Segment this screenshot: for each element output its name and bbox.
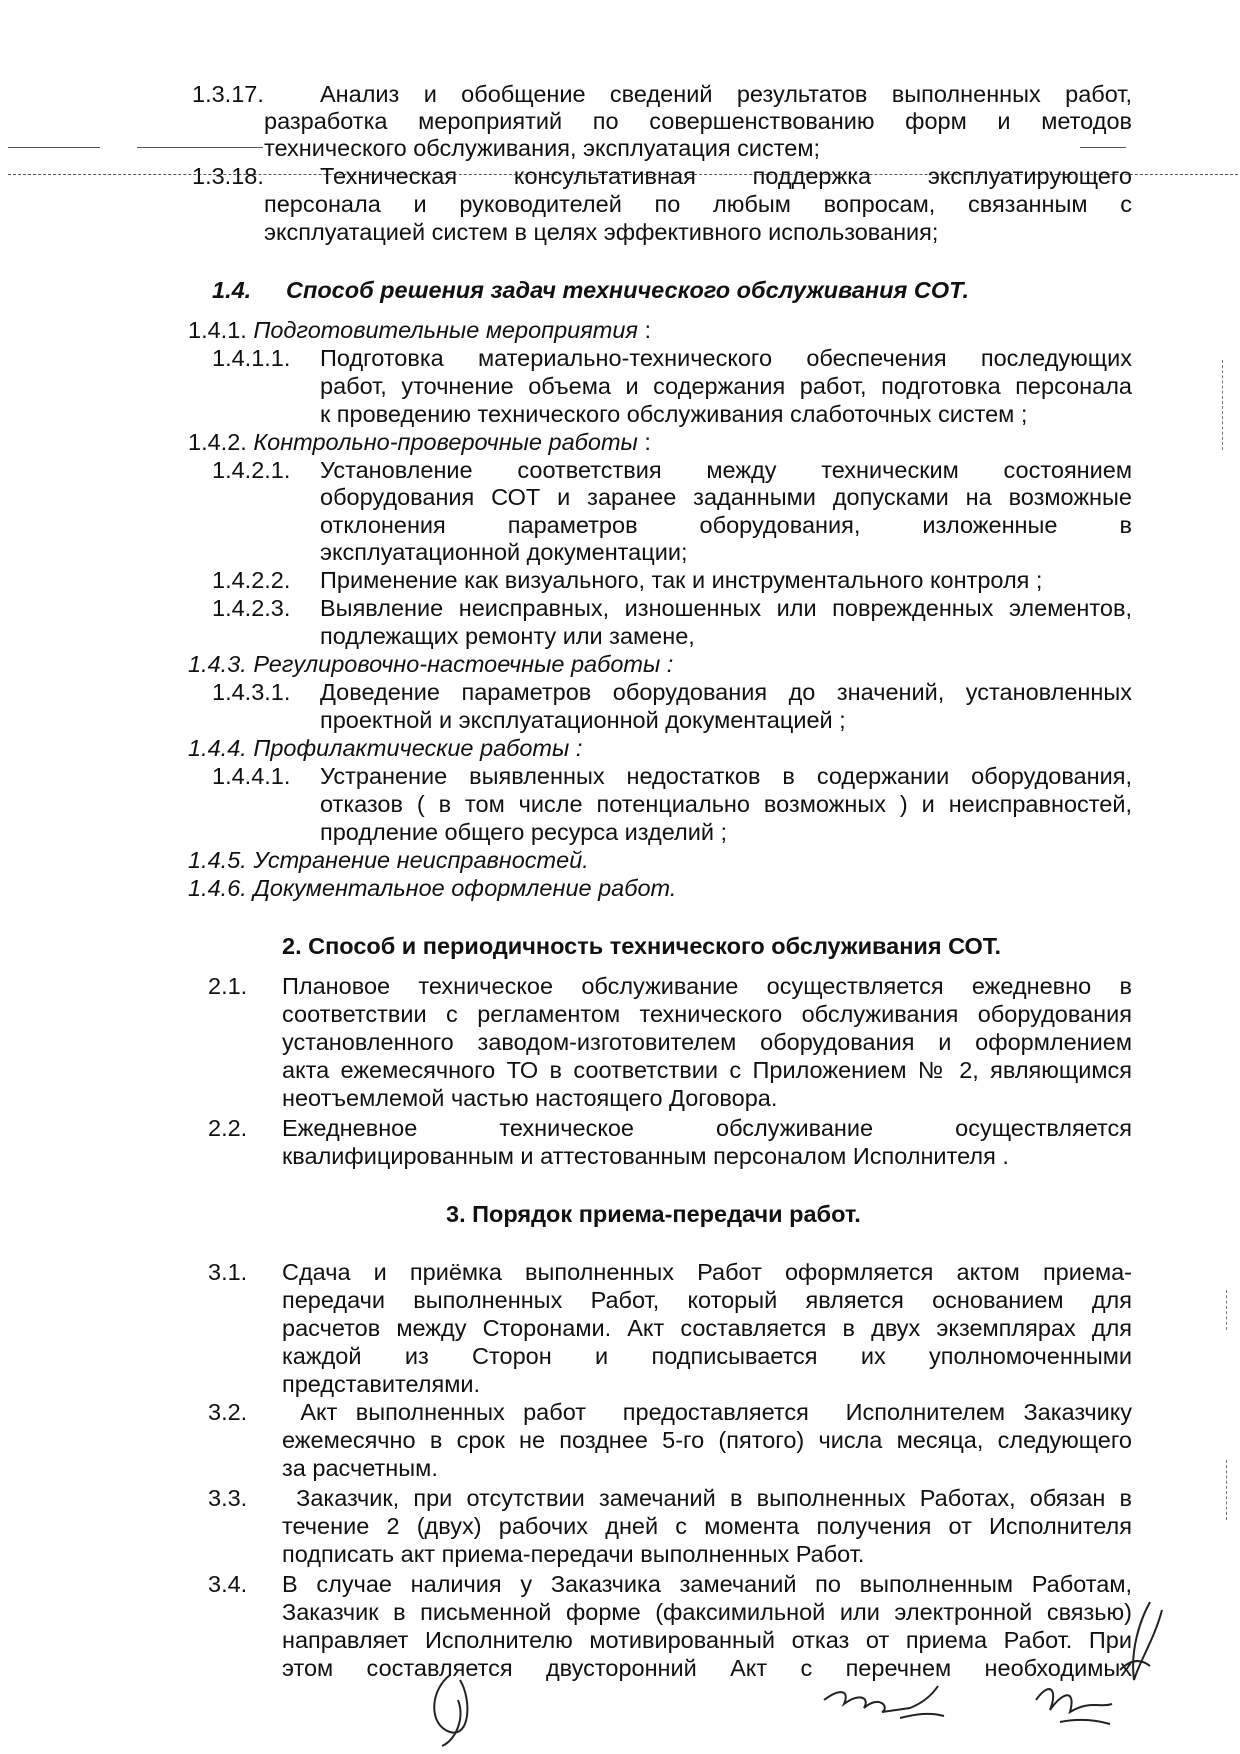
item-text-line: подписать акт приема-передачи выполненных Работ. — [282, 1541, 865, 1567]
signature-mark — [1110, 1600, 1170, 1690]
colon: : — [637, 429, 651, 455]
item-number: 1.4.1.1. — [212, 345, 291, 371]
item-text-line: Устранение выявленных недостатков в содержании оборудования, — [320, 763, 1132, 789]
item-number: 1.4.2.2. — [212, 567, 291, 593]
item-text-line: Анализ и обобщение сведений результатов выполненных работ, — [320, 81, 1132, 107]
item-text-line: В случае наличия у Заказчика замечаний по выполненным Работам, — [282, 1571, 1132, 1597]
item-text-line: течение 2 (двух) рабочих дней с момента получения от Исполнителя — [282, 1513, 1132, 1539]
signature-mark — [420, 1670, 500, 1750]
item-text-line: оборудования СОТ и заранее заданными допусками на возможные — [320, 484, 1132, 510]
item-text-line: Сдача и приёмка выполненных Работ оформляется актом приема- — [282, 1259, 1132, 1285]
item-text-line: Техническая консультативная поддержка эксплуатирующего — [320, 163, 1132, 189]
subsection-title — [188, 428, 651, 456]
item-text-line: Заказчик, при отсутствии замечаний в выполненных Работах, обязан в — [282, 1485, 1132, 1511]
item-text-line: акта ежемесячного ТО в соответствии с Приложением № 2, являющимся — [282, 1057, 1132, 1083]
signature-mark — [820, 1668, 960, 1728]
item-text-line: эксплуатационной документации; — [320, 539, 688, 565]
scan-artifact-dots — [1222, 360, 1223, 450]
item-text-line: квалифицированным и аттестованным персоналом Исполнителя . — [282, 1143, 1009, 1169]
item-text-line: продление общего ресурса изделий ; — [320, 819, 728, 845]
scan-artifact-dots — [1226, 1460, 1227, 1520]
item-number: 1.4.4.1. — [212, 763, 291, 789]
item-number: 3.2. — [208, 1399, 248, 1425]
item-number: 1.3.18. — [192, 163, 264, 189]
item-text-line: Акт выполненных работ предоставляется Исполнителем Заказчику — [282, 1399, 1132, 1425]
subsection-number: 1.4.6. — [188, 875, 247, 901]
item-text-line: каждой из Сторон и подписывается их уполномоченными — [282, 1343, 1132, 1369]
item-text-line: Применение как визуального, так и инструментального контроля ; — [320, 567, 1043, 593]
item-text-line: передачи выполненных Работ, который является основанием для — [282, 1287, 1132, 1313]
subsection-number: 1.4.5. — [188, 847, 247, 873]
item-text-line: Заказчик в письменной форме (факсимильной или электронной связью) — [282, 1599, 1132, 1625]
scan-artifact-line — [8, 147, 100, 148]
subsection-number: 1.4.2. — [188, 429, 247, 455]
item-text-line: проектной и эксплуатационной документацией ; — [320, 707, 846, 733]
item-text-line: за расчетным. — [282, 1455, 438, 1481]
item-text-line: разработка мероприятий по совершенствованию форм и методов — [264, 108, 1132, 134]
subsection-label: Контрольно-проверочные работы — [253, 429, 638, 455]
item-text-line: отклонения параметров оборудования, изложенные в — [320, 512, 1132, 538]
scan-artifact-line — [137, 147, 263, 148]
subsection-number: 1.4.3. — [188, 651, 247, 677]
item-number: 1.3.17. — [192, 81, 264, 107]
colon: : — [637, 317, 652, 343]
subsection-title — [188, 316, 651, 344]
item-text-line: установленного заводом-изготовителем оборудования и оформлением — [282, 1029, 1132, 1055]
scan-artifact-line — [1080, 147, 1126, 148]
item-number: 1.4.3.1. — [212, 679, 291, 705]
subsection-label: Документальное оформление работ. — [253, 875, 677, 901]
item-text-line: соответствии с регламентом технического обслуживания оборудования — [282, 1001, 1132, 1027]
item-number: 2.1. — [208, 973, 248, 999]
item-text-line: представителями. — [282, 1371, 481, 1397]
item-text-line: эксплуатацией систем в целях эффективного использования; — [264, 219, 939, 245]
item-text-line: неотъемлемой частью настоящего Договора. — [282, 1085, 778, 1111]
subsection-label: Профилактические работы : — [253, 735, 583, 761]
scan-artifact-dots — [1226, 1290, 1227, 1330]
subsection-title — [188, 734, 582, 762]
subsection-label: Устранение неисправностей. — [253, 847, 589, 873]
item-number: 3.3. — [208, 1485, 248, 1511]
item-text-line: Доведение параметров оборудования до значений, установленных — [320, 679, 1132, 705]
item-text-line: к проведению технического обслуживания слаботочных систем ; — [320, 401, 1028, 427]
item-text-line: отказов ( в том числе потенциально возможных ) и неисправностей, — [320, 791, 1132, 817]
subsection-label: Регулировочно-настоечные работы : — [253, 651, 674, 677]
subsection-label: Подготовительные мероприятия — [253, 317, 638, 343]
section-heading: Способ решения задач технического обслуживания СОТ. — [286, 277, 970, 303]
item-text-line: Плановое техническое обслуживание осуществляется ежедневно в — [282, 973, 1132, 999]
item-text-line: ежемесячно в срок не позднее 5-го (пятого) числа месяца, следующего — [282, 1427, 1132, 1453]
item-number: 3.1. — [208, 1259, 248, 1285]
item-text-line: работ, уточнение объема и содержания работ, подготовка персонала — [320, 373, 1132, 399]
item-text-line: направляет Исполнителю мотивированный отказ от приема Работ. При — [282, 1627, 1132, 1653]
item-number: 1.4.2.1. — [212, 457, 291, 483]
subsection-title — [188, 650, 673, 678]
item-text-line: Установление соответствия между техническим состоянием — [320, 457, 1132, 483]
item-number: 3.4. — [208, 1571, 248, 1597]
item-text-line: технического обслуживания, эксплуатация систем; — [264, 135, 821, 161]
section-number: 1.4. — [212, 277, 252, 303]
item-text-line: Подготовка материально-технического обеспечения последующих — [320, 345, 1132, 371]
item-text-line: этом составляется двусторонний Акт с перечнем необходимых — [282, 1655, 1132, 1681]
item-text-line: подлежащих ремонту или замене, — [320, 623, 695, 649]
item-number: 2.2. — [208, 1115, 248, 1141]
item-text-line: Ежедневное техническое обслуживание осуществляется — [282, 1115, 1132, 1141]
subsection-title — [188, 846, 589, 874]
subsection-title — [188, 874, 676, 902]
item-number: 1.4.2.3. — [212, 595, 291, 621]
section-heading: 3. Порядок приема-передачи работ. — [446, 1201, 861, 1227]
item-text-line: Выявление неисправных, изношенных или поврежденных элементов, — [320, 595, 1132, 621]
item-text-line: расчетов между Сторонами. Акт составляется в двух экземплярах для — [282, 1315, 1132, 1341]
subsection-number: 1.4.4. — [188, 735, 247, 761]
subsection-number: 1.4.1. — [188, 317, 247, 343]
section-heading: 2. Способ и периодичность технического обслуживания СОТ. — [282, 933, 1002, 959]
item-text-line: персонала и руководителей по любым вопросам, связанным с — [264, 191, 1132, 217]
